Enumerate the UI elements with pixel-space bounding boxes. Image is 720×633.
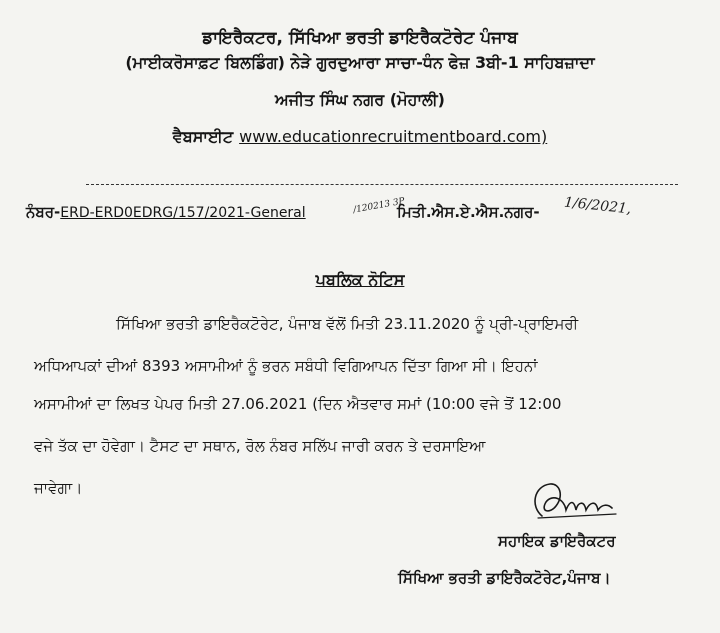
notice-line-1: ਸਿੱਖਿਆ ਭਰਤੀ ਡਾਇਰੈਕਟੋਰੇਟ, ਪੰਜਾਬ ਵੱਲੋਂ ਮਿਤੀ 23.11.2020 ਨੂੰ ਪ੍ਰੀ-ਪ੍ਰਾਇਮਰੀ xyxy=(116,315,579,333)
header-line-1: ਡਾਇਰੈਕਟਰ, ਸਿੱਖਿਆ ਭਰਤੀ ਡਾਇਰੈਕਟੋਰੇਟ ਪੰਜਾਬ xyxy=(202,28,518,48)
notice-line-2: ਅਧਿਆਪਕਾਂ ਦੀਆਂ 8393 ਅਸਾਮੀਆਂ ਨੂੰ ਭਰਨ ਸਬੰਧੀ ਵਿਗਿਆਪਨ ਦਿੱਤਾ ਗਿਆ ਸੀ। ਇਹਨਾਂ xyxy=(34,357,538,375)
signature-mark xyxy=(520,476,640,526)
notice-title: ਪਬਲਿਕ ਨੋਟਿਸ xyxy=(315,270,405,289)
website-link[interactable]: www.educationrecruitmentboard.com) xyxy=(239,127,548,146)
handwritten-date: 1/6/2021, xyxy=(563,194,632,218)
notice-line-5: ਜਾਵੇਗਾ। xyxy=(34,479,83,497)
notice-line-3: ਅਸਾਮੀਆਂ ਦਾ ਲਿਖਤ ਪੇਪਰ ਮਿਤੀ 27.06.2021 (ਦਿਨ ਐਤਵਾਰ ਸਮਾਂ (10:00 ਵਜੇ ਤੋਂ 12:00 xyxy=(34,395,562,413)
header-line-2: (ਮਾਈਕਰੋਸਾਫ਼ਟ ਬਿਲਡਿੰਗ) ਨੇੜੇ ਗੁਰਦੁਆਰਾ ਸਾਚਾ-ਧੰਨ ਫੇਜ਼ 3ਬੀ-1 ਸਾਹਿਬਜ਼ਾਦਾ xyxy=(125,53,595,72)
website-line xyxy=(0,127,720,147)
signatory-designation: ਸਹਾਇਕ ਡਾਇਰੈਕਟਰ xyxy=(498,532,616,550)
handwritten-dispatch-note: /120213 3P xyxy=(352,196,406,216)
header-divider xyxy=(86,184,678,185)
reference-date xyxy=(397,203,540,221)
reference-date-label: ਮਿਤੀ.ਐਸ.ਏ.ਐਸ.ਨਗਰ- xyxy=(397,203,540,221)
reference-number-value: ERD-ERD0EDRG/157/2021-General xyxy=(60,205,306,221)
website-label: ਵੈਬਸਾਈਟ xyxy=(172,127,234,146)
notice-line-4: ਵਜੇ ਤੱਕ ਦਾ ਹੋਵੇਗਾ। ਟੈਸਟ ਦਾ ਸਥਾਨ, ਰੋਲ ਨੰਬਰ ਸਲਿੱਪ ਜਾਰੀ ਕਰਨ ਤੇ ਦਰਸਾਇਆ xyxy=(34,437,486,455)
signatory-office: ਸਿੱਖਿਆ ਭਰਤੀ ਡਾਇਰੈਕਟੋਰੇਟ,ਪੰਜਾਬ। xyxy=(398,569,611,587)
header-line-3: ਅਜੀਤ ਸਿੰਘ ਨਗਰ (ਮੋਹਾਲੀ) xyxy=(275,90,445,109)
reference-number-label: ਨੰਬਰ- xyxy=(26,203,61,221)
reference-number xyxy=(26,203,306,221)
